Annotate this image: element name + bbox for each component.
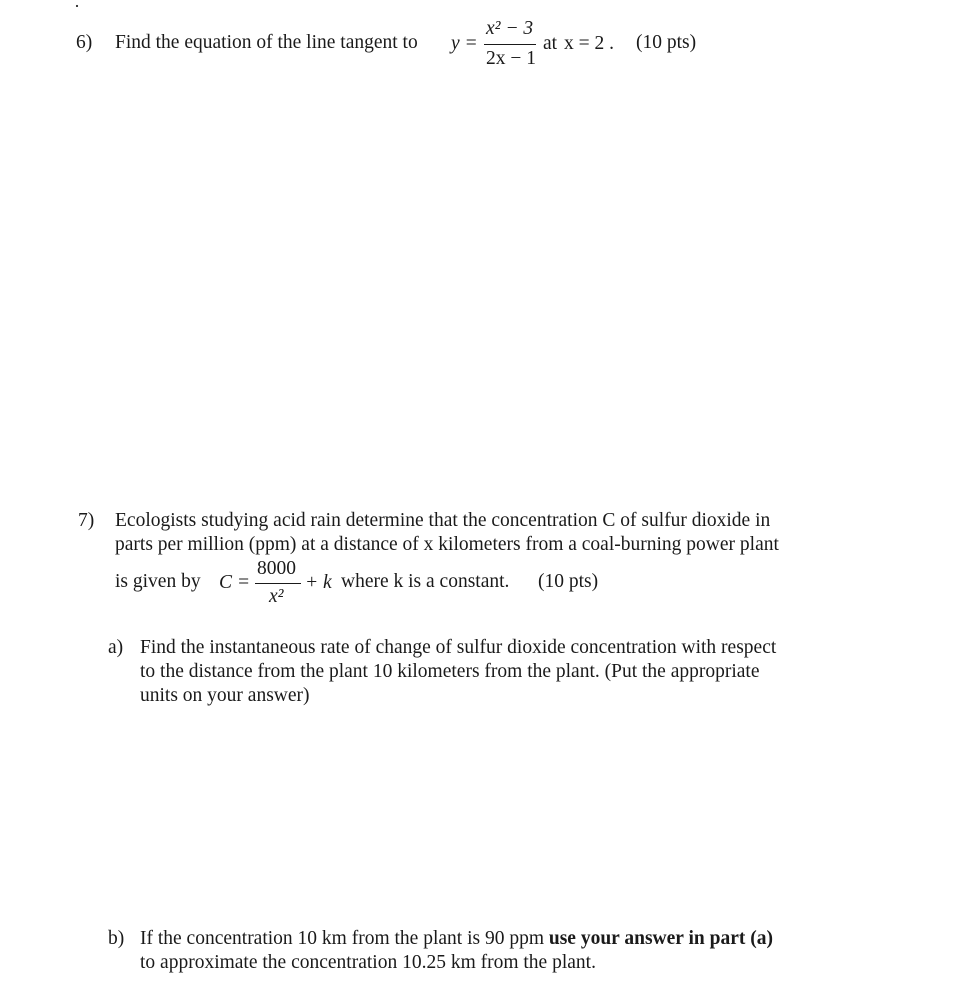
q7-plus-k: + k bbox=[305, 572, 332, 593]
part-a-line-1: Find the instantaneous rate of change of sulfur dioxide concentration with respect bbox=[140, 637, 777, 658]
q7-line-1: Ecologists studying acid rain determine that the concentration C of sulfur dioxide in bbox=[115, 510, 771, 531]
q6-y-equals: y = bbox=[451, 33, 478, 54]
part-b-line-2: to approximate the concentration 10.25 km from the plant. bbox=[140, 952, 596, 973]
q6-numerator: x² − 3 bbox=[486, 18, 534, 39]
q6-fraction bbox=[484, 17, 536, 69]
stray-dot: · bbox=[74, 0, 80, 16]
q6-fraction-bar bbox=[484, 44, 536, 45]
q7-fraction-bar bbox=[255, 583, 301, 584]
q7-points: (10 pts) bbox=[538, 571, 599, 592]
part-a-line-3: units on your answer) bbox=[140, 685, 310, 706]
part-a-label: a) bbox=[108, 637, 124, 658]
part-b-line-1-prefix: If the concentration 10 km from the plant is 90 ppm bbox=[140, 928, 544, 949]
q6-denominator: 2x − 1 bbox=[486, 48, 536, 69]
q7-c-equals: C = bbox=[219, 572, 251, 593]
part-a-line-2: to the distance from the plant 10 kilometers from the plant. (Put the appropriate bbox=[140, 661, 760, 682]
q7-line-2: parts per million (ppm) at a distance of x kilometers from a coal-burning power plant bbox=[115, 534, 779, 555]
q6-points: (10 pts) bbox=[636, 32, 697, 53]
q7-denominator: x² bbox=[269, 586, 284, 607]
q7-given-suffix: where k is a constant. bbox=[341, 571, 510, 592]
q6-x-equals: x = 2 . bbox=[564, 33, 614, 54]
q7-fraction bbox=[255, 557, 301, 609]
q6-text: Find the equation of the line tangent to bbox=[115, 32, 418, 53]
q7-numerator: 8000 bbox=[257, 558, 296, 579]
part-b-label: b) bbox=[108, 928, 125, 949]
q6-at: at bbox=[543, 33, 558, 54]
part-b-line-1 bbox=[140, 927, 773, 951]
q7-given-prefix: is given by bbox=[115, 571, 201, 592]
q7-number: 7) bbox=[78, 510, 95, 531]
part-b-emphasis: use your answer in part (a) bbox=[548, 928, 773, 949]
q6-number: 6) bbox=[76, 32, 93, 53]
